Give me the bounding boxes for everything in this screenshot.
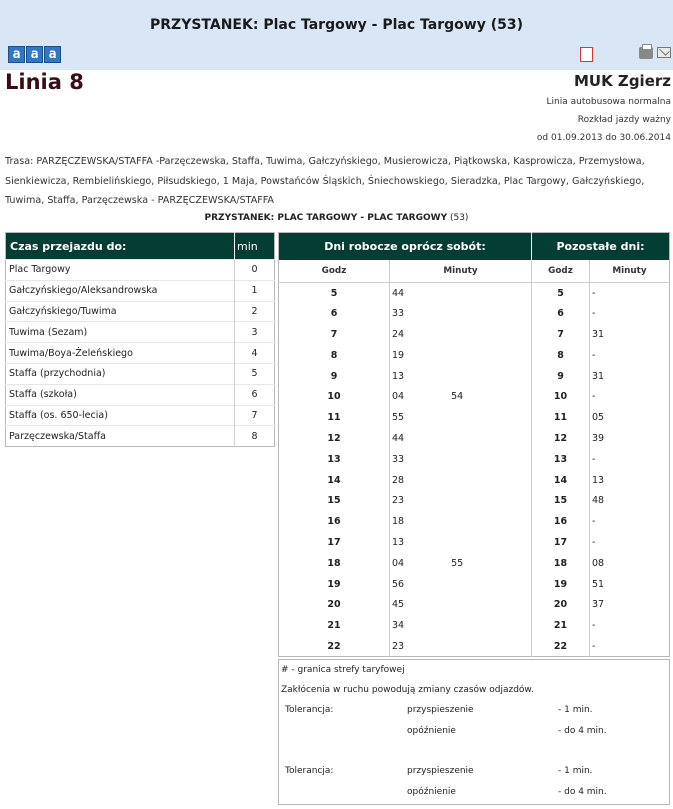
weekday-minute: 33: [392, 308, 405, 320]
weekday-minutes: [390, 366, 532, 387]
other-minutes: 51: [590, 574, 670, 595]
weekday-hour: 9: [330, 370, 338, 382]
travel-minutes: 8: [235, 426, 275, 447]
other-hour: 14: [532, 470, 590, 491]
weekday-minute: 24: [392, 328, 405, 340]
travel-row: [6, 343, 275, 364]
other-minutes: -: [590, 283, 670, 304]
weekday-hour: 10: [327, 391, 341, 403]
other-hour: 13: [532, 449, 590, 470]
top-bar: [0, 0, 673, 70]
font-size-large-button[interactable]: a: [44, 46, 61, 63]
weekday-minute: 45: [392, 599, 405, 611]
weekday-minute: 55: [451, 557, 464, 569]
weekday-hour: 18: [327, 557, 341, 569]
weekday-hour: 16: [327, 516, 341, 528]
weekday-hour: 7: [330, 328, 338, 340]
other-hour: 20: [532, 594, 590, 615]
schedule-row: [279, 303, 670, 324]
weekday-header: Dni robocze oprócz sobót:: [279, 233, 532, 260]
weekday-minutes: [390, 324, 532, 345]
travel-row: [6, 405, 275, 426]
weekday-hour: 19: [327, 578, 341, 590]
tolerance-early-value: - 1 min.: [558, 705, 593, 715]
weekday-minute: 54: [451, 391, 464, 403]
weekday-hour: 20: [327, 599, 341, 611]
travel-minutes: 4: [235, 343, 275, 364]
tolerance-label: Tolerancja:: [285, 705, 334, 715]
schedule-table: [278, 232, 670, 657]
line-title: Linia 8: [5, 70, 84, 94]
travel-minutes: 7: [235, 405, 275, 426]
weekday-hour: 13: [327, 453, 341, 465]
other-minutes: 31: [590, 366, 670, 387]
schedule-row: [279, 366, 670, 387]
other-hour: 19: [532, 574, 590, 595]
schedule-row: [279, 553, 670, 574]
other-minutes: -: [590, 386, 670, 407]
schedule-row: [279, 490, 670, 511]
schedule-row: [279, 428, 670, 449]
line-type: Linia autobusowa normalna: [546, 97, 671, 107]
stop-heading-number: (53): [449, 213, 469, 223]
tolerance-early-label: przyspieszenie: [407, 705, 474, 715]
other-hour: 5: [532, 283, 590, 304]
tolerance-late-value: - do 4 min.: [558, 787, 607, 797]
weekday-minutes: [390, 303, 532, 324]
weekday-minutes: [390, 532, 532, 553]
weekday-hour: 21: [327, 620, 341, 632]
weekday-minute: 13: [392, 370, 405, 382]
weekday-minute: 04: [392, 391, 405, 403]
schedule-row: [279, 345, 670, 366]
travel-stop-name: Gałczyńskiego/Tuwima: [6, 301, 235, 322]
weekday-minutes: [390, 594, 532, 615]
travel-stop-name: Parzęczewska/Staffa: [6, 426, 235, 447]
other-minutes: -: [590, 449, 670, 470]
weekday-minutes: [390, 615, 532, 636]
weekday-hour: 8: [330, 349, 338, 361]
other-hour: 15: [532, 490, 590, 511]
other-hour-header: Godz: [532, 260, 590, 283]
other-hour: 11: [532, 407, 590, 428]
weekday-minute: 23: [392, 495, 405, 507]
print-icon[interactable]: [639, 47, 653, 59]
other-hour: 7: [532, 324, 590, 345]
travel-minutes: 0: [235, 260, 275, 281]
pdf-icon[interactable]: [580, 47, 593, 62]
travel-row: [6, 280, 275, 301]
weekday-minutes-header: Minuty: [390, 260, 532, 283]
weekday-hour: 6: [330, 308, 338, 320]
other-minutes: -: [590, 636, 670, 657]
font-size-small-button[interactable]: a: [8, 46, 25, 63]
other-hour: 16: [532, 511, 590, 532]
travel-minutes: 3: [235, 322, 275, 343]
weekday-minutes: [390, 407, 532, 428]
weekday-minutes: [390, 636, 532, 657]
schedule-row: [279, 574, 670, 595]
weekday-hour: 14: [327, 474, 341, 486]
page-title: PRZYSTANEK: Plac Targowy - Plac Targowy (53): [150, 17, 523, 33]
travel-minutes: 1: [235, 280, 275, 301]
font-size-controls: [8, 46, 62, 63]
weekday-hour: 22: [327, 640, 341, 652]
weekday-minute: 04: [392, 557, 405, 569]
other-minutes: -: [590, 303, 670, 324]
schedule-row: [279, 324, 670, 345]
validity-label: Rozkład jazdy ważny: [577, 115, 671, 125]
weekday-minutes: [390, 449, 532, 470]
disruption-note: Zakłócenia w ruchu powodują zmiany czasów odjazdów.: [281, 685, 534, 695]
weekday-minutes: [390, 574, 532, 595]
tolerance-label: Tolerancja:: [285, 766, 334, 776]
travel-stop-name: Staffa (szkoła): [6, 384, 235, 405]
other-minutes: 08: [590, 553, 670, 574]
other-minutes: -: [590, 532, 670, 553]
tolerance-late-label: opóźnienie: [407, 787, 456, 797]
other-minutes: -: [590, 615, 670, 636]
schedule-row: [279, 615, 670, 636]
travel-row: [6, 301, 275, 322]
travel-min-header: min: [235, 233, 275, 260]
weekday-minutes: [390, 553, 532, 574]
stop-heading-name: PRZYSTANEK: PLAC TARGOWY - PLAC TARGOWY: [204, 213, 448, 223]
zone-note: # - granica strefy taryfowej: [281, 665, 405, 675]
travel-row: [6, 426, 275, 447]
other-minutes: -: [590, 511, 670, 532]
weekday-minute: 44: [392, 287, 405, 299]
travel-row: [6, 384, 275, 405]
travel-time-table: [5, 232, 275, 447]
other-hour: 21: [532, 615, 590, 636]
weekday-minute: 33: [392, 453, 405, 465]
travel-stop-name: Tuwima/Boya-Żeleńskiego: [6, 343, 235, 364]
schedule-row: [279, 594, 670, 615]
weekday-minute: 19: [392, 349, 405, 361]
other-hour: 17: [532, 532, 590, 553]
travel-dest-header: Czas przejazdu do:: [6, 233, 235, 260]
weekday-minute: 13: [392, 536, 405, 548]
travel-minutes: 6: [235, 384, 275, 405]
other-minutes: 48: [590, 490, 670, 511]
weekday-minute: 18: [392, 516, 405, 528]
travel-minutes: 5: [235, 363, 275, 384]
weekday-minutes: [390, 511, 532, 532]
other-minutes: 39: [590, 428, 670, 449]
schedule-row: [279, 407, 670, 428]
font-size-medium-button[interactable]: a: [26, 46, 43, 63]
notes-panel: [278, 659, 670, 805]
other-minutes: -: [590, 345, 670, 366]
other-hour: 12: [532, 428, 590, 449]
weekday-minute: 28: [392, 474, 405, 486]
schedule-row: [279, 470, 670, 491]
weekday-minute: 23: [392, 640, 405, 652]
other-minutes: 31: [590, 324, 670, 345]
schedule-row: [279, 511, 670, 532]
travel-row: [6, 363, 275, 384]
weekday-minute: 44: [392, 432, 405, 444]
other-hour: 10: [532, 386, 590, 407]
schedule-row: [279, 636, 670, 657]
travel-stop-name: Staffa (przychodnia): [6, 363, 235, 384]
other-minutes: 37: [590, 594, 670, 615]
other-days-header: Pozostałe dni:: [532, 233, 670, 260]
weekday-minutes: [390, 345, 532, 366]
mail-icon[interactable]: [657, 47, 671, 58]
operator-name: MUK Zgierz: [573, 72, 671, 90]
tolerance-early-label: przyspieszenie: [407, 766, 474, 776]
weekday-hour: 15: [327, 495, 341, 507]
weekday-minutes: [390, 386, 532, 407]
schedule-row: [279, 449, 670, 470]
other-hour: 9: [532, 366, 590, 387]
other-hour: 8: [532, 345, 590, 366]
route-description: Trasa: PARZĘCZEWSKA/STAFFA -Parzęczewska, Staffa, Tuwima, Gałczyńskiego, Musierowicza, Piątkowska, Kasprowicza, Przemysłowa, Sienkiewicza, Rembielińskiego, Piłsudskiego, 1 Maja, Powstańców Śląskich, Śniechowskiego, Sieradzka, Plac Targowy, Gałczyńskiego, Tuwima, Staffa, Parzęczewska - PARZĘCZEWSKA/STAFFA: [5, 156, 645, 206]
weekday-minute: 34: [392, 620, 405, 632]
other-minutes-header: Minuty: [590, 260, 670, 283]
schedule-row: [279, 283, 670, 304]
tolerance-late-label: opóźnienie: [407, 726, 456, 736]
weekday-minutes: [390, 428, 532, 449]
travel-stop-name: Staffa (os. 650-lecia): [6, 405, 235, 426]
travel-stop-name: Plac Targowy: [6, 260, 235, 281]
other-hour: 18: [532, 553, 590, 574]
travel-stop-name: Gałczyńskiego/Aleksandrowska: [6, 280, 235, 301]
stop-heading: [0, 213, 673, 223]
weekday-minutes: [390, 470, 532, 491]
weekday-hour: 17: [327, 536, 341, 548]
weekday-hour: 5: [330, 287, 338, 299]
weekday-hour-header: Godz: [279, 260, 390, 283]
travel-row: [6, 322, 275, 343]
schedule-row: [279, 386, 670, 407]
weekday-hour: 12: [327, 432, 341, 444]
other-minutes: 05: [590, 407, 670, 428]
other-hour: 22: [532, 636, 590, 657]
travel-stop-name: Tuwima (Sezam): [6, 322, 235, 343]
weekday-hour: 11: [327, 412, 341, 424]
travel-minutes: 2: [235, 301, 275, 322]
other-minutes: 13: [590, 470, 670, 491]
weekday-minute: 55: [392, 412, 405, 424]
weekday-minutes: [390, 490, 532, 511]
weekday-minute: 56: [392, 578, 405, 590]
validity-range: od 01.09.2013 do 30.06.2014: [536, 133, 671, 143]
schedule-row: [279, 532, 670, 553]
tolerance-late-value: - do 4 min.: [558, 726, 607, 736]
weekday-minutes: [390, 283, 532, 304]
other-hour: 6: [532, 303, 590, 324]
tolerance-early-value: - 1 min.: [558, 766, 593, 776]
travel-row: [6, 260, 275, 281]
